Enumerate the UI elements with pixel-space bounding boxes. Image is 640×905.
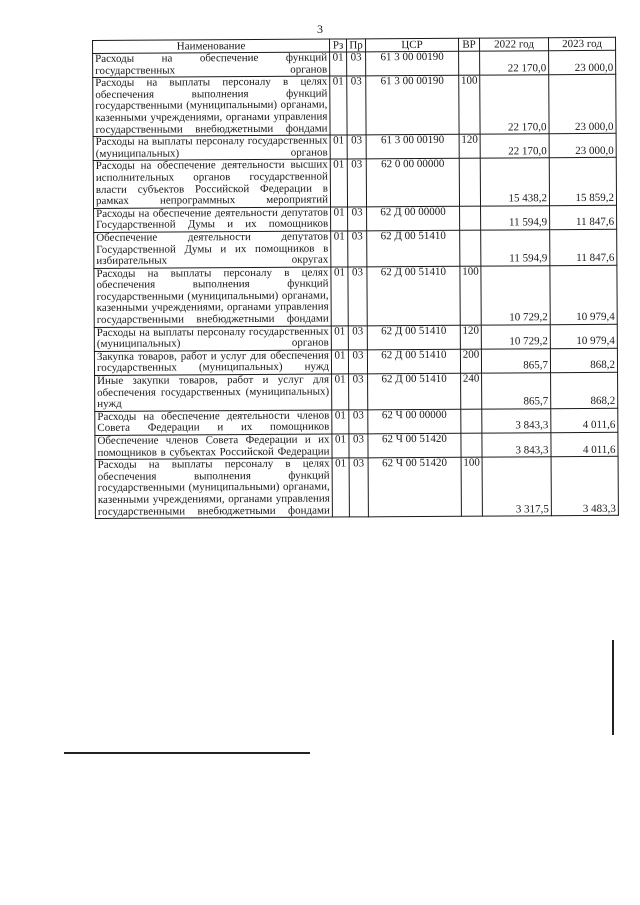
- cell-rz: 01: [330, 135, 347, 159]
- cell-csr: 61 3 00 00190: [366, 134, 459, 159]
- cell-name: Расходы на обеспечение деятельности членов Совета Федерации и их помощников: [95, 410, 332, 436]
- cell-pr: 03: [349, 458, 368, 517]
- cell-vr: 200: [460, 349, 481, 373]
- cell-2022: 10 729,2: [481, 265, 550, 324]
- cell-rz: 01: [331, 350, 348, 374]
- cell-name: Иные закупки товаров, работ и услуг для обеспечения государственных (муниципальных) нужд: [95, 374, 332, 411]
- cell-vr: [460, 230, 481, 266]
- cell-name: Обеспечение деятельности депутатов Государственной Думы и их помощников в избирательных округах: [94, 231, 331, 268]
- header-name: Наименование: [93, 39, 330, 53]
- cell-vr: 100: [461, 457, 482, 516]
- cell-2023: 11 847,6: [550, 229, 617, 265]
- cell-vr: [461, 433, 482, 457]
- cell-csr: 62 Д 00 51410: [368, 373, 461, 409]
- cell-2023: 15 859,2: [549, 158, 616, 206]
- cell-2022: 3 843,3: [482, 409, 551, 434]
- cell-vr: 240: [461, 373, 482, 409]
- header-rz: Рз: [329, 39, 346, 52]
- header-pr: Пр: [346, 39, 365, 52]
- cell-rz: 01: [332, 374, 349, 410]
- cell-2023: 4 011,6: [551, 432, 618, 457]
- cell-2023: 4 011,6: [551, 408, 618, 433]
- cell-csr: 62 0 00 00000: [366, 159, 459, 207]
- cell-csr: 61 3 00 00190: [366, 51, 459, 76]
- cell-rz: 01: [332, 410, 349, 434]
- budget-table: [92, 37, 619, 519]
- cell-rz: 01: [331, 267, 348, 326]
- cell-2023: 10 979,4: [550, 324, 617, 349]
- cell-pr: 03: [348, 350, 367, 374]
- table-row: [95, 408, 618, 435]
- cell-2023: 23 000,0: [549, 74, 616, 133]
- cell-name: Расходы на выплаты персоналу в целях обеспечения выполнения функций государственными (муниципальными) органами, казенными учреждениями, органами управления государственными внебюджетными фондами: [93, 76, 330, 136]
- cell-2023: 23 000,0: [549, 133, 616, 158]
- cell-rz: 01: [331, 207, 348, 231]
- table-row: [94, 348, 617, 375]
- cell-csr: 61 3 00 00190: [366, 75, 459, 135]
- cell-name: Расходы на выплаты персоналу государственных (муниципальных) органов: [94, 326, 331, 352]
- page-number: 3: [317, 22, 323, 36]
- cell-name: Расходы на выплаты персоналу в целях обеспечения выполнения функций государственными (муниципальными) органами, казенными учреждениями, органами управления государственными внебюджетными фондами: [95, 458, 332, 518]
- cell-2023: 868,2: [551, 372, 618, 408]
- bottom-rule: [64, 752, 310, 754]
- cell-2023: 868,2: [550, 348, 617, 373]
- cell-pr: 03: [348, 207, 367, 231]
- table-body: [93, 50, 619, 518]
- table-row: [95, 456, 618, 518]
- cell-pr: 03: [349, 410, 368, 434]
- cell-2023: 11 847,6: [550, 205, 617, 230]
- cell-2022: 865,7: [481, 349, 550, 374]
- cell-2023: 10 979,4: [550, 265, 617, 324]
- cell-pr: 03: [347, 52, 366, 76]
- cell-rz: 01: [330, 52, 347, 76]
- cell-2023: 3 483,3: [551, 456, 618, 515]
- table-row: [95, 432, 618, 459]
- cell-name: Закупка товаров, работ и услуг для обеспечения государственных (муниципальных) нужд: [94, 350, 331, 376]
- table-row: [93, 133, 616, 160]
- cell-csr: 62 Д 00 51410: [367, 266, 460, 326]
- table-row: [94, 229, 617, 268]
- cell-2022: 11 594,9: [481, 205, 550, 230]
- cell-csr: 62 Д 00 00000: [367, 206, 460, 231]
- cell-name: Расходы на обеспечение функций государственных органов: [93, 52, 330, 78]
- cell-pr: 03: [348, 231, 367, 267]
- header-csr: ЦСР: [365, 38, 458, 52]
- header-vr: ВР: [458, 38, 479, 51]
- cell-name: Расходы на обеспечение деятельности высших исполнительных органов государственной власти субъектов Российской Федерации в рамках непрограммных мероприятий: [93, 159, 330, 208]
- table-row: [93, 74, 616, 136]
- cell-name: Расходы на выплаты персоналу в целях обеспечения выполнения функций государственными (муниципальными) органами, казенными учреждениями, органами управления государственными внебюджетными фондами: [94, 267, 331, 327]
- table-row: [94, 205, 617, 232]
- cell-vr: [459, 51, 480, 75]
- cell-rz: 01: [330, 76, 347, 135]
- cell-vr: 120: [459, 134, 480, 158]
- cell-name: Расходы на выплаты персоналу государственных (муниципальных) органов: [93, 135, 330, 161]
- cell-pr: 03: [347, 159, 366, 206]
- cell-rz: 01: [330, 159, 347, 206]
- margin-mark: [612, 640, 614, 735]
- cell-rz: 01: [331, 326, 348, 350]
- table-row: [93, 158, 616, 209]
- table-row: [95, 372, 618, 411]
- cell-rz: 01: [331, 231, 348, 267]
- cell-vr: 120: [460, 325, 481, 349]
- cell-pr: 03: [347, 76, 366, 135]
- cell-vr: [460, 206, 481, 230]
- cell-csr: 62 Ч 00 51420: [368, 457, 461, 517]
- cell-2022: 10 729,2: [481, 324, 550, 349]
- table-row: [93, 50, 616, 77]
- cell-csr: 62 Ч 00 00000: [368, 409, 461, 434]
- cell-name: Обеспечение членов Совета Федерации и их помощников в субъектах Российской Федерации: [95, 434, 332, 460]
- cell-2022: 3 843,3: [482, 433, 551, 458]
- cell-vr: 100: [460, 266, 481, 325]
- cell-csr: 62 Д 00 51410: [367, 325, 460, 350]
- cell-rz: 01: [332, 458, 349, 517]
- cell-csr: 62 Ч 00 51420: [368, 433, 461, 458]
- cell-2023: 23 000,0: [549, 50, 616, 75]
- cell-csr: 62 Д 00 51410: [367, 230, 460, 266]
- cell-2022: 865,7: [482, 373, 551, 409]
- cell-name: Расходы на обеспечение деятельности депутатов Государственной Думы и их помощников: [94, 207, 331, 233]
- cell-pr: 03: [349, 374, 368, 410]
- cell-csr: 62 Д 00 51410: [367, 349, 460, 374]
- cell-pr: 03: [349, 434, 368, 458]
- cell-vr: 100: [459, 75, 480, 134]
- cell-pr: 03: [348, 325, 367, 349]
- cell-vr: [461, 409, 482, 433]
- cell-2022: 22 170,0: [480, 75, 549, 134]
- cell-pr: 03: [347, 135, 366, 159]
- cell-2022: 22 170,0: [480, 134, 549, 159]
- cell-2022: 22 170,0: [480, 51, 549, 76]
- cell-vr: [459, 158, 480, 206]
- cell-2022: 15 438,2: [480, 158, 549, 206]
- header-2022: 2022 год: [479, 38, 548, 51]
- cell-rz: 01: [332, 434, 349, 458]
- table-row: [94, 265, 617, 327]
- cell-pr: 03: [348, 267, 367, 326]
- cell-2022: 3 317,5: [482, 457, 551, 516]
- table-row: [94, 324, 617, 351]
- header-2023: 2023 год: [548, 37, 615, 50]
- cell-2022: 11 594,9: [481, 230, 550, 266]
